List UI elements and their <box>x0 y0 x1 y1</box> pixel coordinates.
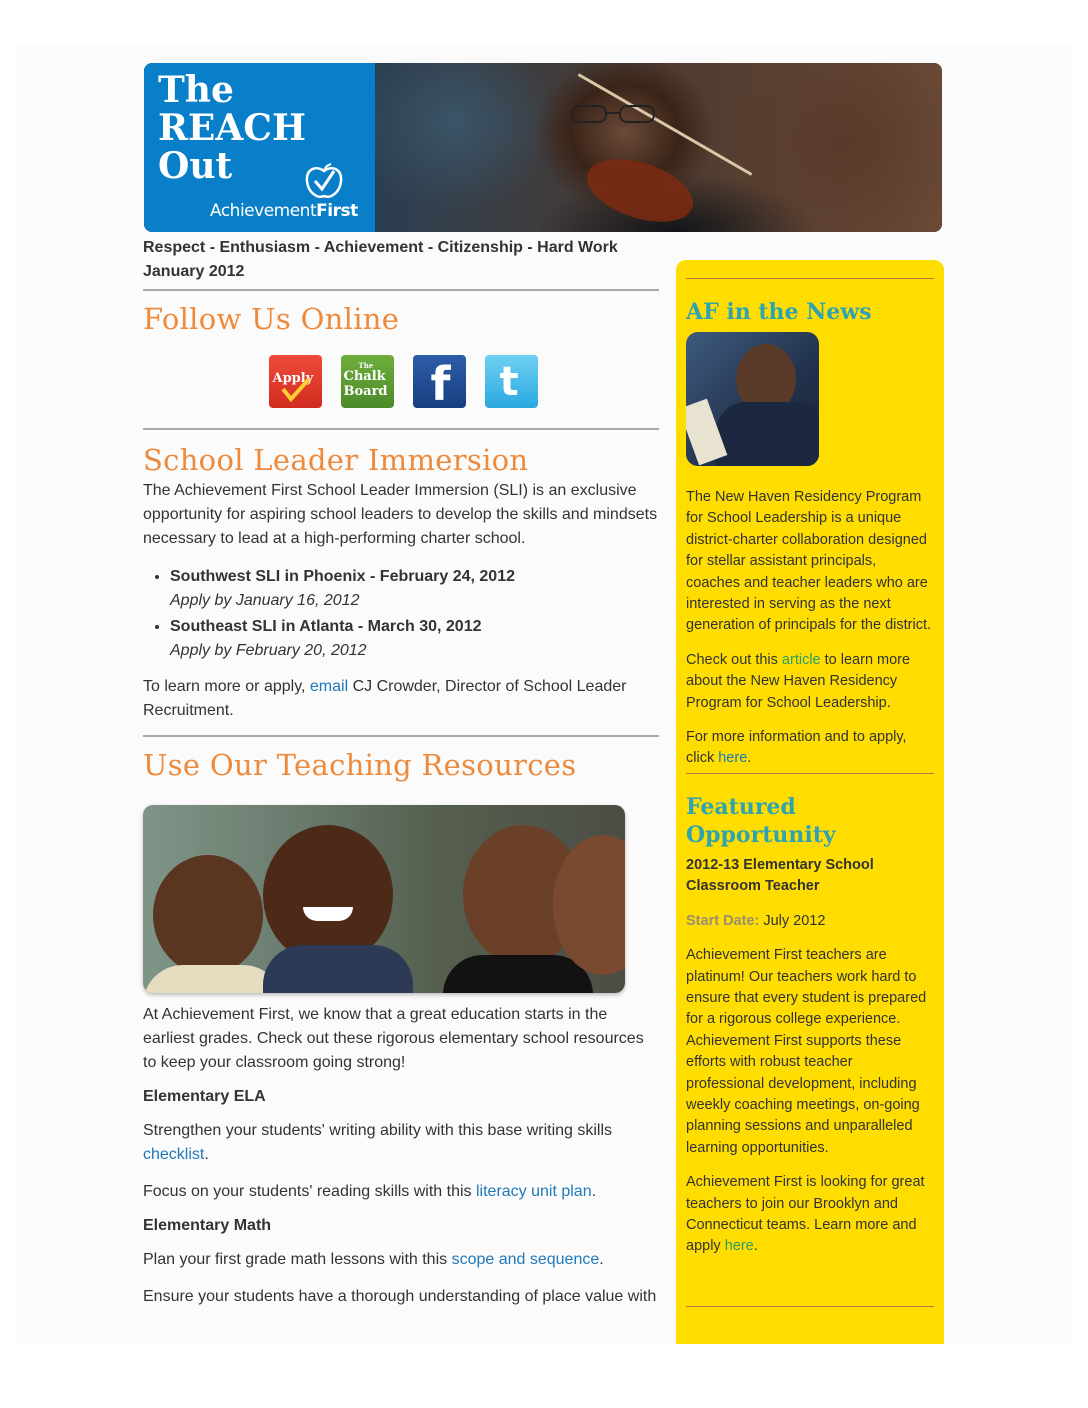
violinist-photo <box>375 63 942 232</box>
article-link[interactable]: article <box>781 651 821 668</box>
newsletter-title: The REACH Out <box>158 69 306 187</box>
glasses-icon <box>570 103 660 125</box>
opportunity-text: Achievement First teachers are platinum! Our teachers work hard to ensure that every student is prepared for a rigorous college experience. Achievement First supports these efforts with robust teacher professional development, including weekly coaching meetings, on-going planning sessions and unparalleled learning opportunities. <box>686 947 927 1156</box>
sidebar-divider <box>686 278 934 279</box>
list-item: • Southwest SLI in Phoenix - February 24, 2012 Apply by January 16, 2012 <box>170 565 659 613</box>
violin <box>579 147 701 232</box>
math-heading: Elementary Math <box>143 1217 272 1234</box>
opportunity-title: Featured Opportunity <box>686 793 836 848</box>
math-plan-item: Plan your first grade math lessons with this scope and sequence. <box>143 1251 604 1268</box>
news-article-line: Check out this article to learn more about the New Haven Residency Program for School Leadership. <box>686 651 911 711</box>
sli-event-list <box>143 565 659 663</box>
issue-date: January 2012 <box>143 263 245 280</box>
email-link[interactable]: email <box>309 678 349 695</box>
sidebar-divider <box>686 773 934 774</box>
sidebar-divider <box>686 1306 934 1307</box>
apply-here-link[interactable]: here <box>724 1238 754 1255</box>
header-banner <box>144 63 942 232</box>
divider <box>143 428 659 430</box>
brand-name: AchievementFirst <box>210 201 358 221</box>
header-meta <box>143 236 618 284</box>
ela-reading-item: Focus on your students' reading skills with this literacy unit plan. <box>143 1183 597 1200</box>
news-here-link[interactable]: here <box>718 750 748 767</box>
sli-title: School Leader Immersion <box>143 443 529 477</box>
ela-writing-item: Strengthen your students' writing ability with this base writing skills checklist. <box>143 1122 613 1163</box>
newsletter-page <box>16 46 1072 1344</box>
scope-sequence-link[interactable]: scope and sequence <box>451 1251 600 1268</box>
news-apply-line: For more information and to apply, click here. <box>686 729 907 767</box>
opportunity-role: 2012-13 Elementary School Classroom Teacher <box>686 856 874 895</box>
sidebar <box>676 260 944 1344</box>
list-item: • Southeast SLI in Atlanta - March 30, 2012 Apply by February 20, 2012 <box>170 615 659 663</box>
follow-title: Follow Us Online <box>143 302 400 336</box>
sli-contact: To learn more or apply, email CJ Crowder, Director of School Leader Recruitment. <box>143 678 627 719</box>
apple-check-logo-icon <box>304 163 344 201</box>
apply-icon[interactable]: Apply <box>269 355 322 408</box>
checklist-link[interactable]: checklist <box>143 1146 205 1163</box>
divider <box>143 735 659 737</box>
classroom-kids-photo <box>143 805 625 993</box>
news-title: AF in the News <box>686 299 872 325</box>
news-text: The New Haven Residency Program for School Leadership is a unique district-charter collaboration designed for stellar assistant principals, coaches and teacher leaders who are interested in serving as the next generation of principals for the district. <box>686 489 932 634</box>
divider <box>143 289 659 291</box>
sidebar-content <box>686 260 934 1307</box>
facebook-icon[interactable]: f <box>413 355 466 408</box>
core-values: Respect - Enthusiasm - Achievement - Citizenship - Hard Work <box>143 239 618 256</box>
ela-heading: Elementary ELA <box>143 1088 266 1105</box>
opportunity-looking: Achievement First is looking for great teachers to join our Brooklyn and Connecticut teams. Learn more and apply here. <box>686 1174 925 1255</box>
check-mark-icon <box>269 355 322 408</box>
sli-intro: The Achievement First School Leader Immersion (SLI) is an exclusive opportunity for aspiring school leaders to develop the skills and mindsets necessary to lead at a high-performing charter school. <box>143 482 658 547</box>
twitter-icon[interactable]: t <box>485 355 538 408</box>
banner-title-panel <box>144 63 375 232</box>
news-student-photo <box>686 332 819 466</box>
opportunity-start: Start Date: July 2012 <box>686 912 826 929</box>
chalkboard-icon[interactable]: The Chalk Board <box>341 355 394 408</box>
resources-intro: At Achievement First, we know that a great education starts in the earliest grades. Check out these rigorous elementary school resources to keep your classroom going strong! <box>143 1006 644 1071</box>
resources-title: Use Our Teaching Resources <box>143 748 577 782</box>
social-links <box>143 355 659 408</box>
literacy-unit-plan-link[interactable]: literacy unit plan <box>475 1183 592 1200</box>
main-column <box>143 289 659 1309</box>
math-place-value-item: Ensure your students have a thorough understanding of place value with <box>143 1288 657 1305</box>
